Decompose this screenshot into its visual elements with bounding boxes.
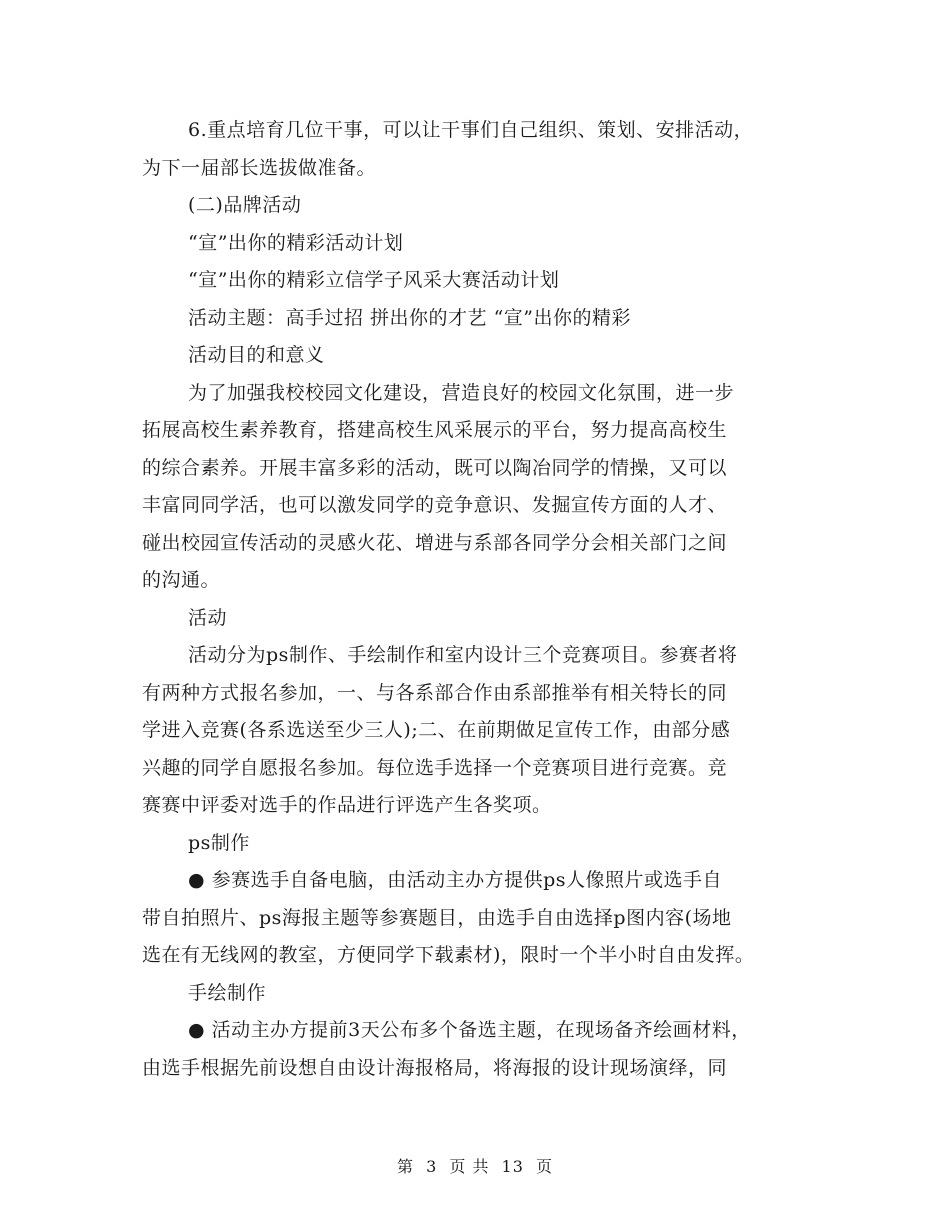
text-line: 丰富同同学活，也可以激发同学的竞争意识、发掘宣传方面的人才、 [142,494,728,516]
text-line: (二)品牌活动 [188,194,302,216]
text-line: 有两种方式报名参加，一、与各系部合作由系部推举有相关特长的同 [142,681,728,704]
text-line: 学进入竞赛(各系选送至少三人);二、在前期做足宣传工作，由部分感 [142,719,731,741]
text-line: ps制作 [188,831,250,854]
text-line: 兴趣的同学自愿报名参加。每位选手选择一个竞赛项目进行竞赛。竞 [142,756,728,779]
text-line: 6.重点培育几位干事，可以让干事们自己组织、策划、安排活动， [188,119,754,141]
text-line: 拓展高校生素养教育，搭建高校生风采展示的平台，努力提高高校生 [142,419,728,441]
text-line: 选在有无线网的教室，方便同学下载素材)，限时一个半小时自由发挥。 [142,944,755,966]
footer-middle: 页 共 [449,1157,490,1176]
text-line: “宣”出你的精彩活动计划 [188,231,404,254]
text-line: ● 活动主办方提前3天公布多个备选主题，在现场备齐绘画材料， [188,1019,751,1041]
footer-total-pages: 13 [501,1157,524,1176]
document-body [142,112,812,1087]
text-line: 带自拍照片、ps海报主题等参赛题目，由选手自由选择p图内容(场地 [142,906,732,929]
text-line: 活动 [188,606,228,629]
footer-page-number: 3 [426,1157,438,1176]
text-line: 由选手根据先前设想自由设计海报格局，将海报的设计现场演绎，同 [142,1056,728,1079]
text-line: 赛赛中评委对选手的作品进行评选产生各奖项。 [142,794,552,816]
text-line: 为了加强我校校园文化建设，营造良好的校园文化氛围，进一步 [188,381,735,404]
text-line: 活动主题：高手过招 拼出你的才艺 “宣”出你的精彩 [188,306,632,329]
text-line: 的沟通。 [142,569,221,591]
text-line: 为下一届部长选拔做准备。 [142,156,377,179]
text-line: “宣”出你的精彩立信学子风采大赛活动计划 [188,269,560,291]
footer-prefix: 第 [396,1157,414,1176]
text-line: 手绘制作 [188,981,267,1004]
text-line: ● 参赛选手自备电脑，由活动主办方提供ps人像照片或选手自 [188,869,723,891]
text-line: 的综合素养。开展丰富多彩的活动，既可以陶冶同学的情操，又可以 [142,456,728,479]
footer-suffix: 页 [536,1157,554,1176]
page-footer [0,1154,950,1177]
text-line: 活动目的和意义 [188,344,325,366]
text-line: 碰出校园宣传活动的灵感火花、增进与系部各同学分会相关部门之间 [142,531,728,554]
text-line: 活动分为ps制作、手绘制作和室内设计三个竞赛项目。参赛者将 [188,644,738,666]
